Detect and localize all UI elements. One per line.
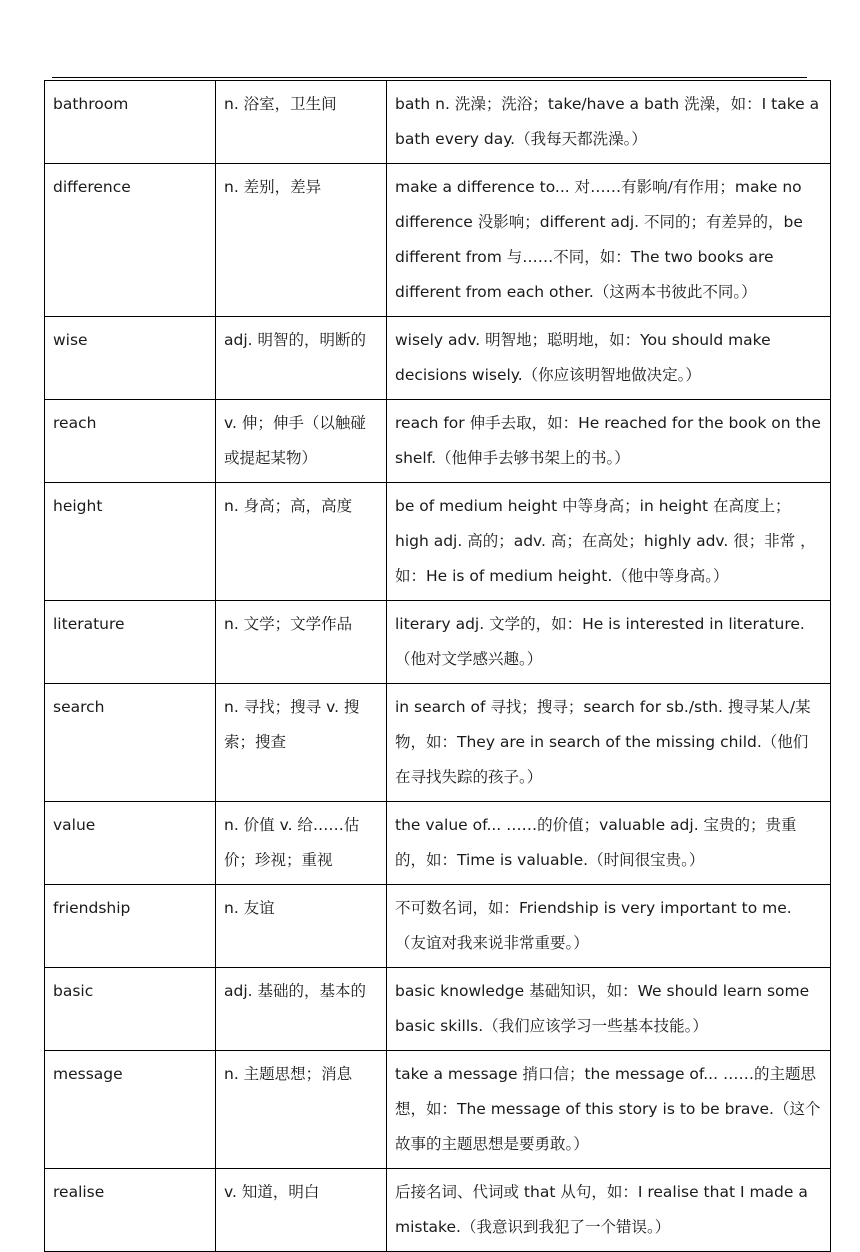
- word-text: height: [53, 497, 103, 515]
- word-cell: [45, 968, 216, 1051]
- table-row: [45, 400, 831, 483]
- word-cell: [45, 684, 216, 802]
- usage-cell: [387, 802, 831, 885]
- meaning-text: n. 差别，差异: [224, 178, 322, 196]
- table-row: [45, 885, 831, 968]
- usage-cell: [387, 317, 831, 400]
- usage-text: take a message 捎口信；the message of... ……的主题思想，如：The message of this story is to be brave.（这个故事的主题思想是要勇敢。）: [395, 1065, 821, 1153]
- word-text: message: [53, 1065, 123, 1083]
- word-text: wise: [53, 331, 88, 349]
- usage-text: 后接名词、代词或 that 从句，如：I realise that I made a mistake.（我意识到我犯了一个错误。）: [395, 1183, 808, 1236]
- meaning-text: n. 寻找；搜寻 v. 搜索；搜查: [224, 698, 360, 751]
- usage-text: 不可数名词，如：Friendship is very important to me.（友谊对我来说非常重要。）: [395, 899, 792, 952]
- word-text: difference: [53, 178, 131, 196]
- usage-cell: [387, 400, 831, 483]
- usage-text: be of medium height 中等身高；in height 在高度上；high adj. 高的；adv. 高；在高处；highly adv. 很；非常 ，如：He is of medium height.（他中等身高。）: [395, 497, 816, 585]
- vocabulary-table-body: [45, 81, 831, 1252]
- usage-cell: [387, 968, 831, 1051]
- table-row: [45, 601, 831, 684]
- meaning-cell: [216, 684, 387, 802]
- meaning-text: v. 知道，明白: [224, 1183, 320, 1201]
- word-cell: [45, 802, 216, 885]
- usage-cell: [387, 601, 831, 684]
- meaning-text: n. 文学；文学作品: [224, 615, 353, 633]
- word-cell: [45, 601, 216, 684]
- usage-cell: [387, 81, 831, 164]
- table-row: [45, 1051, 831, 1169]
- meaning-cell: [216, 483, 387, 601]
- meaning-cell: [216, 885, 387, 968]
- usage-text: in search of 寻找；搜寻；search for sb./sth. 搜寻某人/某物，如：They are in search of the missing child.（他们在寻找失踪的孩子。）: [395, 698, 811, 786]
- usage-cell: [387, 885, 831, 968]
- word-text: friendship: [53, 899, 131, 917]
- usage-text: bath n. 洗澡；洗浴；take/have a bath 洗澡，如：I take a bath every day.（我每天都洗澡。）: [395, 95, 820, 148]
- word-cell: [45, 317, 216, 400]
- table-row: [45, 968, 831, 1051]
- word-cell: [45, 483, 216, 601]
- meaning-text: adj. 明智的，明断的: [224, 331, 366, 349]
- meaning-text: n. 价值 v. 给……估价；珍视；重视: [224, 816, 360, 869]
- word-cell: [45, 400, 216, 483]
- meaning-text: n. 主题思想；消息: [224, 1065, 353, 1083]
- table-row: [45, 317, 831, 400]
- word-text: value: [53, 816, 96, 834]
- usage-text: make a difference to... 对……有影响/有作用；make no difference 没影响；different adj. 不同的；有差异的，be different from 与……不同，如：The two books are different from each other.（这两本书彼此不同。）: [395, 178, 803, 301]
- word-cell: [45, 1051, 216, 1169]
- word-text: bathroom: [53, 95, 129, 113]
- word-cell: [45, 885, 216, 968]
- usage-cell: [387, 684, 831, 802]
- usage-cell: [387, 164, 831, 317]
- usage-text: the value of... ……的价值；valuable adj. 宝贵的；贵重的，如：Time is valuable.（时间很宝贵。）: [395, 816, 797, 869]
- meaning-cell: [216, 802, 387, 885]
- table-row: [45, 164, 831, 317]
- meaning-text: v. 伸；伸手（以触碰或提起某物）: [224, 414, 366, 467]
- usage-cell: [387, 483, 831, 601]
- table-row: [45, 802, 831, 885]
- usage-cell: [387, 1169, 831, 1252]
- meaning-cell: [216, 601, 387, 684]
- meaning-cell: [216, 317, 387, 400]
- meaning-cell: [216, 1051, 387, 1169]
- meaning-cell: [216, 968, 387, 1051]
- meaning-text: n. 友谊: [224, 899, 275, 917]
- usage-cell: [387, 1051, 831, 1169]
- usage-text: reach for 伸手去取，如：He reached for the book on the shelf.（他伸手去够书架上的书。）: [395, 414, 821, 467]
- table-row: [45, 684, 831, 802]
- meaning-cell: [216, 81, 387, 164]
- meaning-cell: [216, 400, 387, 483]
- header-rule: [52, 77, 807, 78]
- meaning-cell: [216, 164, 387, 317]
- table-row: [45, 483, 831, 601]
- meaning-cell: [216, 1169, 387, 1252]
- meaning-text: n. 身高；高，高度: [224, 497, 353, 515]
- word-text: basic: [53, 982, 94, 1000]
- usage-text: basic knowledge 基础知识，如：We should learn some basic skills.（我们应该学习一些基本技能。）: [395, 982, 810, 1035]
- vocabulary-table: [44, 80, 831, 1252]
- word-text: search: [53, 698, 105, 716]
- word-cell: [45, 1169, 216, 1252]
- usage-text: literary adj. 文学的，如：He is interested in literature.（他对文学感兴趣。）: [395, 615, 805, 668]
- table-row: [45, 81, 831, 164]
- word-cell: [45, 81, 216, 164]
- word-text: realise: [53, 1183, 105, 1201]
- table-row: [45, 1169, 831, 1252]
- word-text: literature: [53, 615, 125, 633]
- word-cell: [45, 164, 216, 317]
- usage-text: wisely adv. 明智地；聪明地，如：You should make decisions wisely.（你应该明智地做决定。）: [395, 331, 771, 384]
- meaning-text: n. 浴室，卫生间: [224, 95, 337, 113]
- meaning-text: adj. 基础的，基本的: [224, 982, 366, 1000]
- word-text: reach: [53, 414, 97, 432]
